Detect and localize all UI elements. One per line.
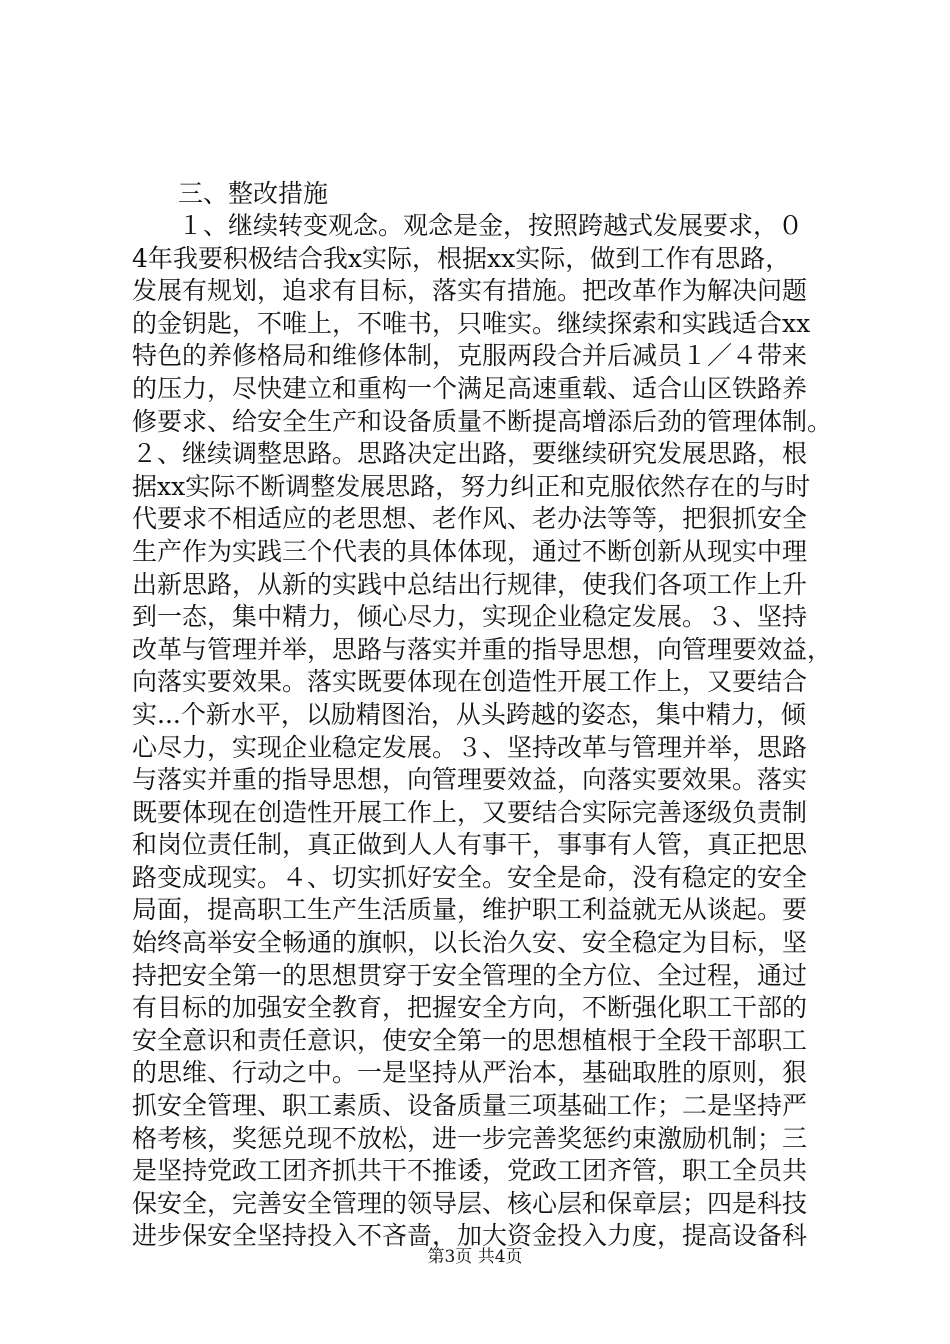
body-text: [132, 210, 932, 1253]
text-line: 改革与管理并举，思路与落实并重的指导思想，向管理要效益，: [132, 634, 833, 664]
text-line: 代要求不相适应的老思想、老作风、老办法等等，把狠抓安全: [132, 504, 808, 534]
text-line: 4年我要积极结合我x实际，根据xx实际，做到工作有思路，: [132, 243, 791, 273]
page-footer: 第3页 共4页: [427, 1247, 523, 1267]
text-line: 实...个新水平，以励精图治，从头跨越的姿态，集中精力，倾: [132, 699, 806, 729]
text-line: 格考核，奖惩兑现不放松，进一步完善奖惩约束激励机制；三: [132, 1123, 808, 1153]
text-line: 局面，提高职工生产生活质量，维护职工利益就无从谈起。要: [132, 895, 808, 925]
text-line: 既要体现在创造性开展工作上，又要结合实际完善逐级负责制: [132, 797, 808, 827]
text-line: 抓安全管理、职工素质、设备质量三项基础工作；二是坚持严: [132, 1091, 808, 1121]
text-line: 出新思路，从新的实践中总结出行规律，使我们各项工作上升: [132, 569, 808, 599]
text-line: 始终高举安全畅通的旗帜，以长治久安、安全稳定为目标，坚: [132, 928, 808, 958]
text-line: 保安全，完善安全管理的领导层、核心层和保章层；四是科技: [132, 1188, 808, 1218]
text-line: 到一态，集中精力，倾心尽力，实现企业稳定发展。３、坚持: [132, 602, 808, 632]
text-line: 修要求、给安全生产和设备质量不断提高增添后劲的管理体制。: [132, 406, 833, 436]
text-line: 发展有规划，追求有目标，落实有措施。把改革作为解决问题: [132, 276, 808, 306]
section-heading: 三、整改措施: [178, 179, 329, 208]
text-line: 向落实要效果。落实既要体现在创造性开展工作上，又要结合: [132, 667, 808, 697]
text-line: 的思维、行动之中。一是坚持从严治本，基础取胜的原则，狠: [132, 1058, 808, 1088]
text-line: ２、继续调整思路。思路决定出路，要继续研究发展思路，根: [132, 439, 808, 469]
text-line: 持把安全第一的思想贯穿于安全管理的全方位、全过程，通过: [132, 960, 808, 990]
text-line: 生产作为实践三个代表的具体体现，通过不断创新从现实中理: [132, 536, 808, 566]
text-line: 据xx实际不断调整发展思路，努力纠正和克服依然存在的与时: [132, 471, 811, 501]
text-line: 特色的养修格局和维修体制，克服两段合并后减员１／４带来: [132, 341, 808, 371]
text-line: 路变成现实。４、切实抓好安全。安全是命，没有稳定的安全: [132, 862, 808, 892]
text-line: 是坚持党政工团齐抓共干不推诿，党政工团齐管，职工全员共: [132, 1156, 808, 1186]
text-line: 心尽力，实现企业稳定发展。３、坚持改革与管理并举，思路: [132, 732, 808, 762]
text-line: 有目标的加强安全教育，把握安全方向，不断强化职工干部的: [132, 993, 808, 1023]
text-line: 进步保安全坚持投入不吝啬，加大资金投入力度，提高设备科: [132, 1221, 808, 1251]
text-line: 与落实并重的指导思想，向管理要效益，向落实要效果。落实: [132, 765, 808, 795]
text-line: 的压力，尽快建立和重构一个满足高速重载、适合山区铁路养: [132, 373, 808, 403]
text-line: 和岗位责任制，真正做到人人有事干，事事有人管，真正把思: [132, 830, 808, 860]
text-line: １、继续转变观念。观念是金，按照跨越式发展要求，０: [178, 211, 804, 240]
text-line: 安全意识和责任意识，使安全第一的思想植根于全段干部职工: [132, 1025, 808, 1055]
text-line: 的金钥匙，不唯上，不唯书，只唯实。继续探索和实践适合xx: [132, 308, 811, 338]
